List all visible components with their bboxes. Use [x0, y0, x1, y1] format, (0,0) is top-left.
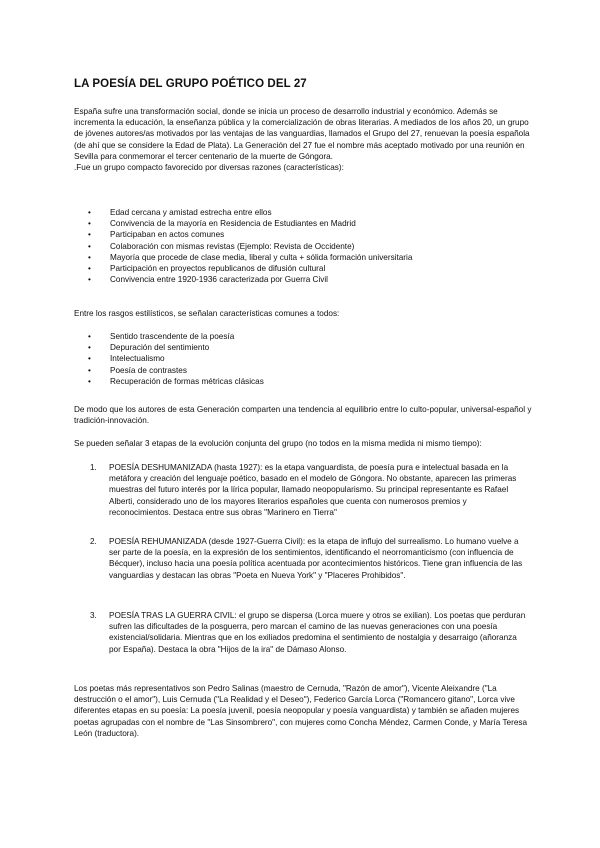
- document-title: LA POESÍA DEL GRUPO POÉTICO DEL 27: [74, 78, 307, 90]
- list-item: • Poesía de contrastes: [88, 365, 264, 376]
- intro-text: España sufre una transformación social, donde se inicia un proceso de desarrollo industrial y económico. Además se incrementa la educación, la enseñanza pública y la comercialización de obras literarias. A mediados de los años 20, un grupo de jóvenes autores/as motivados por las ventajas de las vanguardias, llamados el Grupo del 27, renuevan la poesía española (de ahí que se considere la Edad de Plata). La Generación del 27 fue el nombre más aceptado motivado por una reunión en Sevilla para conmemorar el tercer centenario de la muerte de Góngora.: [74, 107, 530, 161]
- list-item: • Depuración del sentimiento: [88, 342, 264, 353]
- characteristics-list: [88, 207, 412, 285]
- etapa-item-2: [74, 536, 536, 581]
- intro-tail-text: .Fue un grupo compacto favorecido por diversas razones (características):: [74, 163, 344, 173]
- etapa-text: POESÍA DESHUMANIZADA (hasta 1927): es la etapa vanguardista, de poesía pura e intelectual basada en la metáfora y creación del lenguaje poético, basado en el modelo de Góngora. No obstante, aparecen las primeras muestras del futuro interés por la lírica popular, llamado neopopularismo. Su principal representante es Rafael Alberti, considerado uno de los mayores literarios españoles que cuenta con numerosos premios y reconocimientos. Destaca entre sus obras "Marinero en Tierra": [109, 463, 517, 517]
- etapa-number: 1.: [90, 463, 97, 472]
- list-item: • Colaboración con mismas revistas (Ejemplo: Revista de Occidente): [88, 241, 412, 252]
- etapa-text: POESÍA REHUMANIZADA (desde 1927-Guerra Civil): es la etapa de influjo del surrealismo. Lo humano vuelve a ser parte de la poesía, en la expresión de los sentimientos, identificando el neorromanticismo (con influencia de Bécquer), incluso hacia una poesía política acentuada por acontecimientos históricos. Tiene gran influencia de las vanguardias y destacan las obras "Poeta en Nueva York" y "Placeres Prohibidos".: [109, 537, 523, 580]
- list-item: • Intelectualismo: [88, 353, 264, 364]
- list-item: • Participaban en actos comunes: [88, 229, 412, 240]
- list-item: • Edad cercana y amistad estrecha entre ellos: [88, 207, 412, 218]
- etapa-number: 3.: [90, 611, 97, 620]
- list-item: • Sentido trascendente de la poesía: [88, 331, 264, 342]
- equilibrio-paragraph: De modo que los autores de esta Generación comparten una tendencia al equilibrio entre lo culto-popular, universal-español y tradición-innovación.: [74, 405, 532, 426]
- etapa-item-3: [74, 610, 536, 655]
- rasgos-list: [88, 331, 264, 387]
- list-item: • Mayoría que procede de clase media, liberal y culta + sólida formación universitaria: [88, 252, 412, 263]
- list-item: • Convivencia de la mayoría en Residencia de Estudiantes en Madrid: [88, 218, 412, 229]
- closing-paragraph: Los poetas más representativos son Pedro Salinas (maestro de Cernuda, "Razón de amor"), Vicente Aleixandre ("La destrucción o el amor"), Luis Cernuda ("La Realidad y el Deseo"), Federico García Lorca ("Romancero gitano", Lorca vive diferentes etapas en su poesía: La poesía juvenil, poesía neopopular y poesía vanguardista) y también se añaden mujeres poetas agrupadas con el nombre de "Las Sinsombrero", con mujeres como Concha Méndez, Carmen Conde, y María Teresa León (traductora).: [74, 684, 528, 738]
- rasgos-intro-paragraph: Entre los rasgos estilísticos, se señalan características comunes a todos:: [74, 309, 340, 318]
- list-item: • Recuperación de formas métricas clásicas: [88, 376, 264, 387]
- etapas-intro-paragraph: Se pueden señalar 3 etapas de la evolución conjunta del grupo (no todos en la misma medida ni mismo tiempo):: [74, 439, 482, 448]
- intro-paragraph: [74, 106, 536, 173]
- list-item: • Participación en proyectos republicanos de difusión cultural: [88, 263, 412, 274]
- etapa-item-1: [74, 462, 536, 518]
- etapa-text: POESÍA TRAS LA GUERRA CIVIL: el grupo se dispersa (Lorca muere y otros se exilian). Los poetas que perduran sufren las dificultades de la posguerra, pero marcan el camino de las nuevas generaciones con una poesía existencial/solidaria. Mientras que en los exiliados predomina el sentimiento de nostalgia y desarraigo (añoranza por España). Destaca la obra "Hijos de la ira" de Dámaso Alonso.: [109, 611, 526, 654]
- etapa-number: 2.: [90, 537, 97, 546]
- list-item: • Convivencia entre 1920-1936 caracterizada por Guerra Civil: [88, 274, 412, 285]
